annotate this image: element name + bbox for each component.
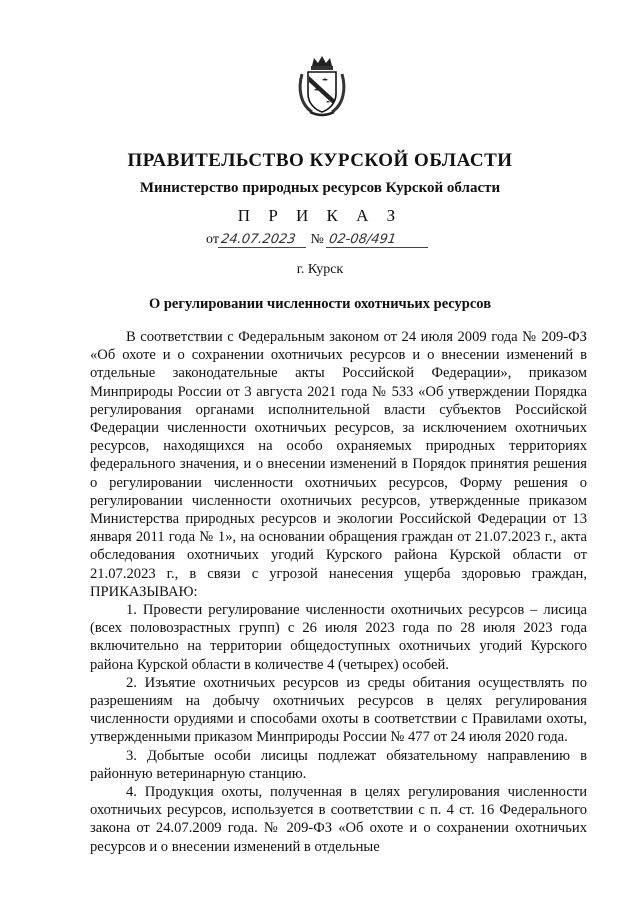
- handwritten-date: 24.07.2023: [218, 232, 308, 248]
- city-label: г. Курск: [296, 262, 344, 277]
- government-title: ПРАВИТЕЛЬСТВО КУРСКОЙ ОБЛАСТИ: [127, 150, 513, 171]
- document-type: П Р И К А З: [237, 206, 403, 225]
- order-item-4: 4. Продукция охоты, полученная в целях регулирования численности охотничьих ресурсов, используется в соответствии с п. 4 ст. 16 Федерального закона от 24.07.2009 года. № 209-ФЗ «Об охоте и о сохранении охотничьих ресурсов и о внесении изменений в отдельные: [90, 784, 587, 855]
- order-item-2: 2. Изъятие охотничьих ресурсов из среды обитания осуществлять по разрешениям на добычу охотничьих ресурсов в целях регулирования численности орудиями и способами охоты в соответствии с Правилами охоты, утвержденными приказом Минприроды России № 477 от 24 июля 2020 года.: [90, 674, 587, 746]
- ministry-title: Министерство природных ресурсов Курской области: [139, 180, 501, 196]
- date-prefix: от: [206, 232, 219, 247]
- preamble-paragraph: В соответствии с Федеральным законом от 24 июля 2009 года № 209-ФЗ «Об охоте и о сохранении охотничьих ресурсов и о внесении изменений в отдельные законодательные акты Российской Федерации», приказом Минприроды России от 3 августа 2021 года № 533 «Об утверждении Порядка регулирования органами исполнительной власти субъектов Российской Федерации численности охотничьих ресурсов, за исключением охотничьих ресурсов, находящихся на особо охраняемых природных территориях федерального значения, и о внесении изменений в Порядок принятия решения о регулировании численности охотничьих ресурсов, Форму решения о регулировании численности охотничьих ресурсов, утвержденные приказом Министерства природных ресурсов и экологии Российской Федерации от 13 января 2011 года № 1», на основании обращения граждан от 21.07.2023 г., акта обследования охотничьих угодий Курского района Курской области от 21.07.2023 г., в связи с угрозой нанесения ущерба здоровью граждан, ПРИКАЗЫВАЮ:: [90, 329, 587, 600]
- document-body: [90, 328, 587, 856]
- document-subject: О регулировании численности охотничьих ресурсов: [148, 296, 492, 312]
- date-number-line: [206, 232, 466, 248]
- number-prefix: №: [310, 232, 324, 247]
- handwritten-number: 02-08/491: [326, 232, 430, 248]
- coat-of-arms-icon: [296, 54, 348, 118]
- order-item-1: 1. Провести регулирование численности охотничьих ресурсов – лисица (всех половозрастных групп) с 26 июля 2023 года по 28 июля 2023 года включительно на территории общедоступных охотничьих угодий Курского района Курской области в количестве 4 (четырех) особей.: [90, 602, 587, 673]
- order-item-3: 3. Добытые особи лисицы подлежат обязательному направлению в районную ветеринарную станцию.: [90, 747, 587, 782]
